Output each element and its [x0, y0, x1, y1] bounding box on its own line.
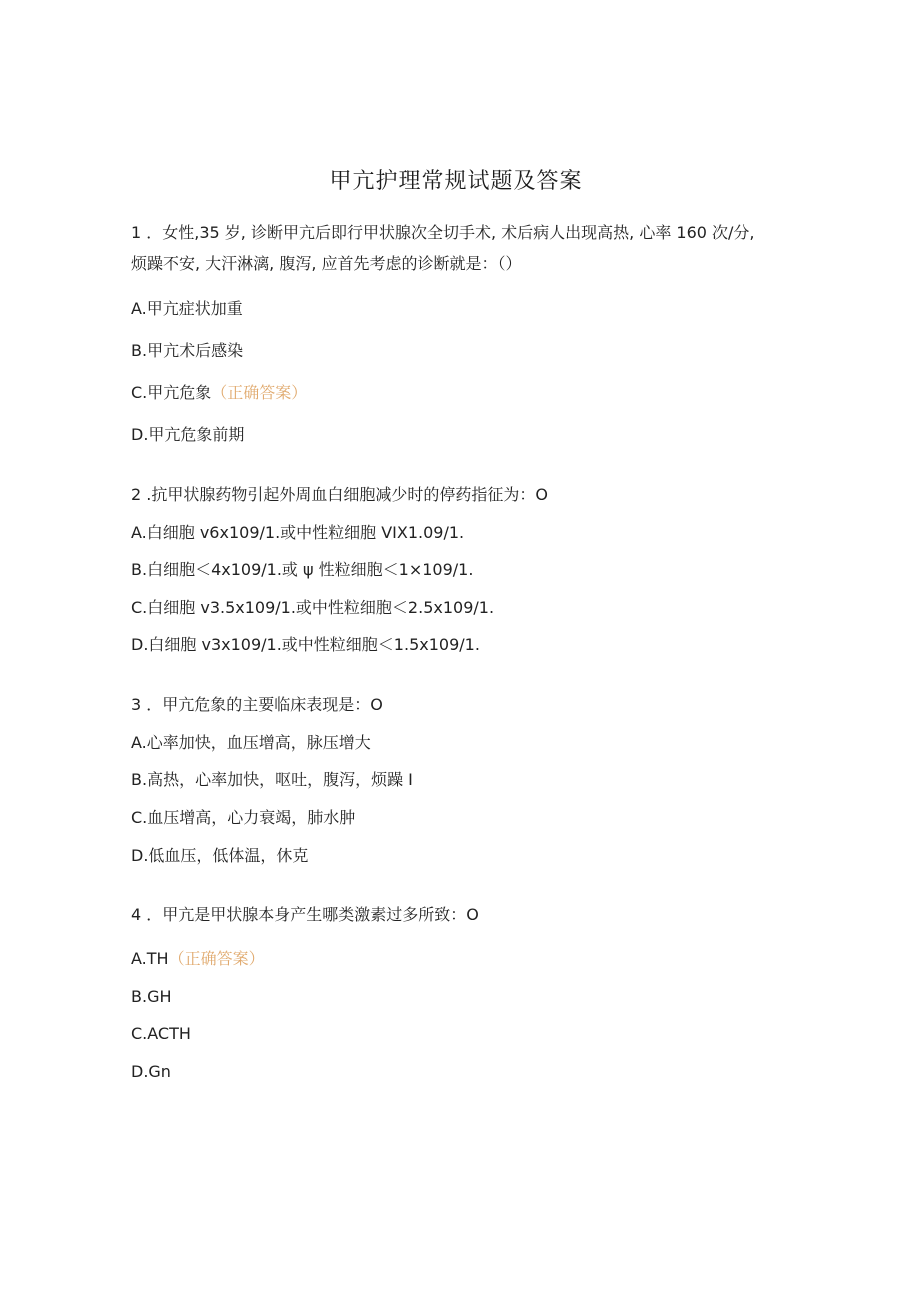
- question-2-option-d: D.白细胞 v3x109/1.或中性粒细胞＜1.5x109/1.: [131, 635, 480, 654]
- correct-answer-tag: （正确答案）: [168, 949, 265, 968]
- option-text: A.TH: [131, 949, 169, 968]
- question-4-option-c: C.ACTH: [131, 1024, 191, 1043]
- question-3-option-a: A.心率加快，血压增高，脉压增大: [131, 733, 371, 752]
- question-1-stem-line-1: 1 ．女性,35 岁, 诊断甲亢后即行甲状腺次全切手术, 术后病人出现高热, 心率 160 次/分,: [131, 223, 755, 242]
- correct-answer-tag: （正确答案）: [211, 383, 308, 402]
- question-1-option-d: D.甲亢危象前期: [131, 425, 245, 444]
- page-title: 甲亢护理常规试题及答案: [329, 169, 583, 194]
- question-4-stem: 4 ．甲亢是甲状腺本身产生哪类激素过多所致：O: [131, 905, 479, 924]
- option-text: C.甲亢危象: [131, 383, 212, 402]
- question-3-option-b: B.高热，心率加快，呕吐，腹泻，烦躁 I: [131, 770, 413, 789]
- question-2-option-b: B.白细胞＜4x109/1.或 ψ 性粒细胞＜1×109/1.: [131, 560, 474, 579]
- question-4-option-a: [131, 946, 265, 969]
- question-2-option-a: A.白细胞 v6x109/1.或中性粒细胞 VIX1.09/1.: [131, 523, 465, 542]
- question-1-option-a: A.甲亢症状加重: [131, 299, 243, 318]
- question-4-option-d: D.Gn: [131, 1062, 171, 1081]
- question-3-stem: 3 ．甲亢危象的主要临床表现是：O: [131, 695, 383, 714]
- question-1-stem-line-2: 烦躁不安, 大汗淋漓, 腹泻, 应首先考虑的诊断就是：（）: [131, 254, 522, 273]
- question-1-option-b: B.甲亢术后感染: [131, 341, 244, 360]
- question-2-stem: 2 .抗甲状腺药物引起外周血白细胞减少时的停药指征为：O: [131, 485, 548, 504]
- question-2-option-c: C.白细胞 v3.5x109/1.或中性粒细胞＜2.5x109/1.: [131, 598, 495, 617]
- question-3-option-c: C.血压增高，心力衰竭，肺水肿: [131, 808, 356, 827]
- question-3-option-d: D.低血压，低体温，休克: [131, 846, 309, 865]
- question-4-option-b: B.GH: [131, 987, 172, 1006]
- question-1-option-c: [131, 380, 307, 403]
